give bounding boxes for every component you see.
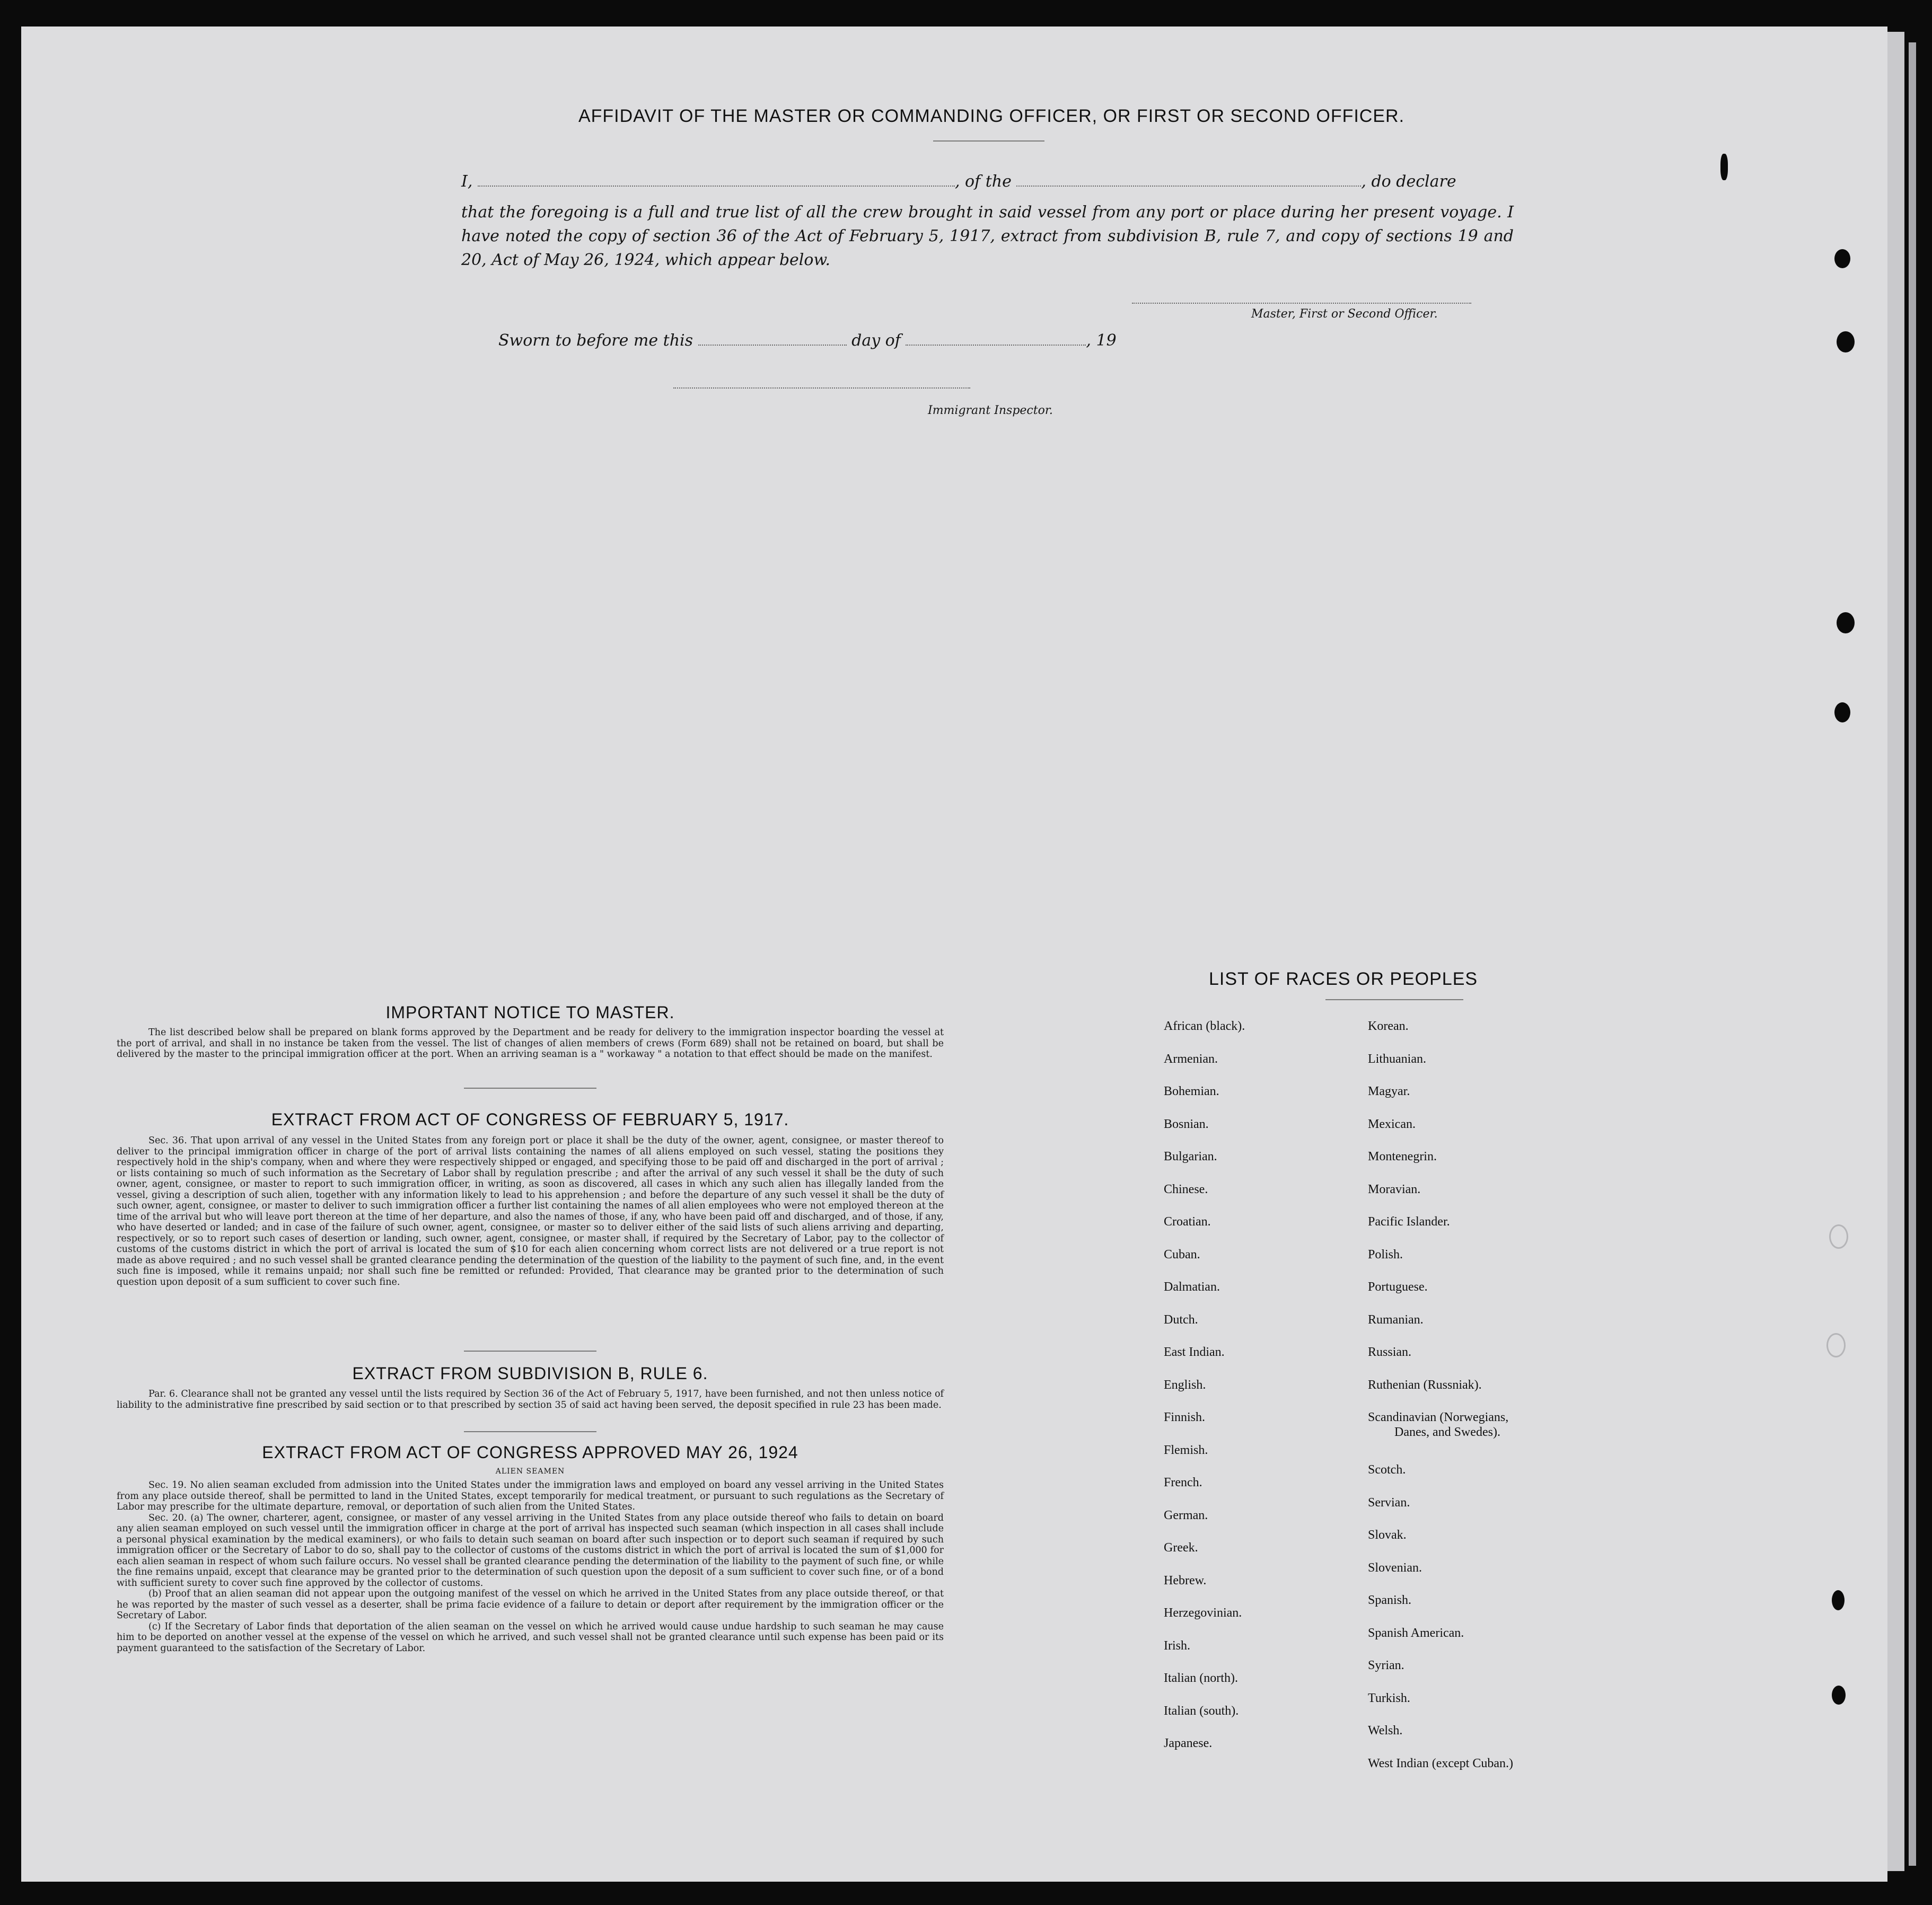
race-item: Dutch. xyxy=(1164,1312,1198,1327)
affidavit-title-rule xyxy=(933,140,1044,142)
extract-1917-body xyxy=(117,1135,944,1287)
master-signature-caption: Master, First or Second Officer. xyxy=(1251,307,1438,321)
race-item: Scotch. xyxy=(1368,1463,1406,1477)
race-item: Bohemian. xyxy=(1164,1084,1219,1098)
race-item: Italian (north). xyxy=(1164,1671,1238,1685)
race-item: Chinese. xyxy=(1164,1182,1208,1196)
vessel-name-field[interactable] xyxy=(1016,185,1361,187)
race-item: Russian. xyxy=(1368,1345,1412,1359)
race-item: German. xyxy=(1164,1508,1208,1522)
race-item: Magyar. xyxy=(1368,1084,1410,1098)
master-name-field[interactable] xyxy=(478,185,955,187)
sworn-month-field[interactable] xyxy=(906,344,1086,346)
extract-rule6-rule xyxy=(464,1431,596,1432)
notice-body xyxy=(117,1027,944,1060)
race-item: Spanish. xyxy=(1368,1593,1412,1607)
race-item: Dalmatian. xyxy=(1164,1280,1220,1294)
races-right-column xyxy=(1368,1010,1513,1780)
extract-1917-title: EXTRACT FROM ACT OF CONGRESS OF FEBRUARY 5, 1917. xyxy=(271,1110,789,1129)
sworn-label: Sworn to before me this xyxy=(498,331,693,350)
affidavit-i-label: I, xyxy=(461,172,473,191)
notice-rule xyxy=(464,1088,596,1089)
races-title-rule xyxy=(1325,999,1463,1000)
extract-1924-subtitle: ALIEN SEAMEN xyxy=(495,1467,565,1476)
races-title: LIST OF RACES OR PEOPLES xyxy=(1209,969,1478,989)
race-item: Ruthenian (Russniak). xyxy=(1368,1378,1482,1392)
race-item: Japanese. xyxy=(1164,1736,1213,1750)
race-item: Scandinavian (Norwegians, xyxy=(1368,1410,1509,1424)
race-item: East Indian. xyxy=(1164,1345,1225,1359)
day-of-label: day of xyxy=(851,331,901,350)
sworn-day-field[interactable] xyxy=(698,344,847,346)
race-item: Polish. xyxy=(1368,1247,1403,1262)
race-item: Spanish American. xyxy=(1368,1626,1464,1640)
affidavit-title: AFFIDAVIT OF THE MASTER OR COMMANDING OFFICER, OR FIRST OR SECOND OFFICER. xyxy=(578,106,1405,126)
race-item: Herzegovinian. xyxy=(1164,1606,1242,1620)
binder-hole-faint xyxy=(1829,1224,1848,1249)
year-label: , 19 xyxy=(1086,331,1117,350)
race-item: Slovak. xyxy=(1368,1528,1407,1542)
binder-hole xyxy=(1832,1590,1845,1610)
race-item: Rumanian. xyxy=(1368,1312,1424,1327)
document-page xyxy=(21,27,1887,1882)
race-item: Greek. xyxy=(1164,1541,1198,1555)
race-item: Cuban. xyxy=(1164,1247,1200,1262)
extract-rule6-body xyxy=(117,1389,944,1410)
race-item: Italian (south). xyxy=(1164,1704,1239,1718)
binder-hole xyxy=(1837,612,1855,633)
race-item: Finnish. xyxy=(1164,1410,1206,1424)
race-item: Mexican. xyxy=(1368,1117,1416,1131)
race-item: Syrian. xyxy=(1368,1659,1404,1672)
race-item: Bosnian. xyxy=(1164,1117,1209,1131)
race-item: Welsh. xyxy=(1368,1724,1403,1738)
race-item: English. xyxy=(1164,1378,1206,1392)
sworn-line xyxy=(498,331,1117,350)
race-item: Danes, and Swedes). xyxy=(1394,1425,1500,1439)
binder-hole xyxy=(1834,702,1850,722)
race-item: Slovenian. xyxy=(1368,1560,1422,1575)
sec-20b-paragraph: (b) Proof that an alien seaman did not appear upon the outgoing manifest of the vessel on which he arrived in the United States from any place outside thereof, or that he was reported by the master of such vessel as a deserter, shall be prima facie evidence of a failure to detain or deport after requirement by the immigration officer or the Secretary of Labor. xyxy=(117,1589,944,1621)
sec-20a-paragraph: Sec. 20. (a) The owner, charterer, agent, consignee, or master of any vessel arriving in the United States from any place outside thereof who fails to detain on board any alien seaman employed on such vessel until the immigration officer in charge at the port of arrival has inspected such seaman (which inspection in all cases shall include a personal physical examination by the medical examiners), or who fails to detain such seaman on board after such inspection or to deport such seaman if required by such immigration officer or the Secretary of Labor to do so, shall pay to the collector of customs of the customs district in which the port of arrival is located the sum of $1,000 for each alien seaman in respect of whom such failure occurs. No vessel shall be granted clearance pending the determination of the liability to the payment of such fine, or while the fine remains unpaid, except that clearance may be granted prior to the determination of such question upon the deposit of a sum sufficient to cover such fine, or of a bond with sufficient surety to cover such fine approved by the collector of customs. xyxy=(117,1512,944,1589)
binder-hole xyxy=(1834,249,1850,268)
notice-title: IMPORTANT NOTICE TO MASTER. xyxy=(385,1003,675,1022)
binder-hole xyxy=(1837,331,1855,352)
race-item: Montenegrin. xyxy=(1368,1150,1437,1163)
notice-paragraph: The list described below shall be prepared on blank forms approved by the Department and be ready for delivery to the immigration inspector boarding the vessel at the port of arrival, and shall in no instance be taken from the vessel. The list of changes of alien members of crews (Form 689) shall not be retained on board, but shall be delivered by the master to the principal immigration officer at the port. When an arriving seaman is a " workaway " a notation to that effect should be made on the manifest. xyxy=(117,1027,944,1060)
affidavit-declaration-line xyxy=(461,172,1516,191)
races-left-column xyxy=(1164,1010,1245,1760)
race-item: Servian. xyxy=(1368,1495,1410,1510)
race-item: French. xyxy=(1164,1476,1202,1489)
race-item: Croatian. xyxy=(1164,1215,1211,1229)
sec-20c-paragraph: (c) If the Secretary of Labor finds that deportation of the alien seaman on the vessel on which he arrived would cause undue hardship to such seaman he may cause him to be deported on another vessel at the expense of the vessel on which he arrived, and such vessel shall not be granted clearance until such expense has been paid or its payment guaranteed to the satisfaction of the Secretary of Labor. xyxy=(117,1621,944,1654)
affidavit-of-the-label: , of the xyxy=(954,172,1012,191)
race-item: Pacific Islander. xyxy=(1368,1215,1450,1229)
binder-hole-faint xyxy=(1826,1333,1846,1357)
race-item: Lithuanian. xyxy=(1368,1052,1426,1066)
extract-1924-title: EXTRACT FROM ACT OF CONGRESS APPROVED MAY 26, 1924 xyxy=(262,1443,798,1462)
master-signature-field[interactable] xyxy=(1132,302,1471,304)
page-edge-shadow xyxy=(1909,42,1916,1866)
inspector-signature-field[interactable] xyxy=(673,387,970,389)
binder-hole xyxy=(1720,154,1728,180)
par-6-paragraph: Par. 6. Clearance shall not be granted any vessel until the lists required by Section 36 of the Act of February 5, 1917, have been furnished, and not then unless notice of liability to the administrative fine prescribed by said section or to that prescribed by section 35 of said act having been served, the deposit specified in rule 23 has been made. xyxy=(117,1389,944,1410)
affidavit-do-declare-label: , do declare xyxy=(1361,172,1456,191)
race-item: Bulgarian. xyxy=(1164,1150,1217,1163)
race-item: Korean. xyxy=(1368,1019,1409,1033)
extract-rule6-title: EXTRACT FROM SUBDIVISION B, RULE 6. xyxy=(352,1364,708,1383)
binder-hole xyxy=(1832,1686,1846,1705)
race-item: Flemish. xyxy=(1164,1443,1208,1457)
affidavit-body: that the foregoing is a full and true list of all the crew brought in said vessel from any port or place during her present voyage. I have noted the copy of section 36 of the Act of February 5, 1917, extract from subdivision B, rule 7, and copy of sections 19 and 20, Act of May 26, 1924, which appear below. xyxy=(461,203,1514,269)
race-item: Irish. xyxy=(1164,1638,1190,1653)
section-36-paragraph: Sec. 36. That upon arrival of any vessel in the United States from any foreign port or place it shall be the duty of the owner, agent, consignee, or master thereof to deliver to the principal immigration officer in charge of the port of arrival lists containing the names of all aliens employed on such vessel, stating the positions they respectively hold in the ship's company, when and where they were respectively shipped or engaged, and specifying those to be paid off and discharged in the port of arrival ; or lists containing so much of such information as the Secretary of Labor shall by regulation prescribe ; and after the arrival of any such vessel it shall be the duty of such owner, agent, consignee, or master to report to such immigration officer, in writing, as soon as discovered, all cases in which any such alien has illegally landed from the vessel, giving a description of such alien, together with any information likely to lead to his apprehension ; and before the departure of any such vessel it shall be the duty of such owner, agent, consignee, or master to deliver to such immigration officer a further list containing the names of all alien employees who were not employed thereon at the time of the arrival but who will leave port thereon at the time of her departure, and also the names of those, if any, who have been paid off and discharged, and of those, if any, who have deserted or landed; and in case of the failure of such owner, agent, consignee, or master so to deliver either of the said lists of such aliens arriving and departing, respectively, or so to report such cases of desertion or landing, such owner, agent, consignee, or master shall, if required by the Secretary of Labor, pay to the collector of customs of the customs district in which the port of arrival is located the sum of $10 for each alien concerning whom correct lists are not delivered or a true report is not made as above required ; and no such vessel shall be granted clearance pending the determination of the question of the liability to the payment of such fine, and, in the event such fine is imposed, while it remains unpaid; nor shall such fine be remitted or refunded: Provided, That clearance may be granted prior to the determination of such question upon deposit of a sum sufficient to cover such fine. xyxy=(117,1135,944,1287)
extract-1917-rule xyxy=(464,1351,596,1352)
race-item: Hebrew. xyxy=(1164,1573,1207,1588)
extract-1924-body xyxy=(117,1480,944,1654)
race-item: African (black). xyxy=(1164,1019,1245,1033)
race-item: Moravian. xyxy=(1368,1182,1421,1196)
race-item: Armenian. xyxy=(1164,1052,1218,1066)
race-item: Turkish. xyxy=(1368,1691,1410,1705)
inspector-caption: Immigrant Inspector. xyxy=(928,404,1053,417)
race-item: Portuguese. xyxy=(1368,1280,1428,1294)
race-item: West Indian (except Cuban.) xyxy=(1368,1756,1513,1770)
sec-19-paragraph: Sec. 19. No alien seaman excluded from admission into the United States under the immigration laws and employed on board any vessel arriving in the United States from any place outside thereof, shall be permitted to land in the United States, except temporarily for medical treatment, or pursuant to such regulations as the Secretary of Labor may prescribe for the ultimate departure, removal, or deportation of such alien from the United States. xyxy=(117,1480,944,1512)
